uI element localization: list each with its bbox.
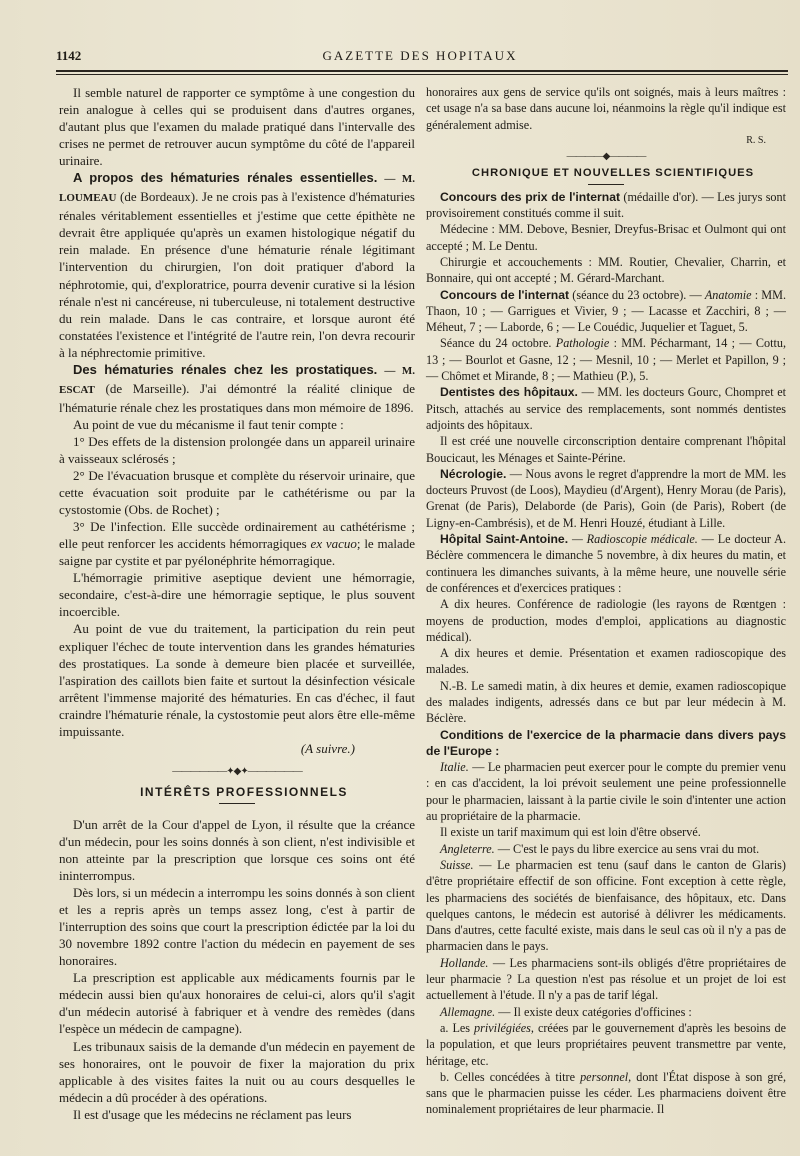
paragraph — [426, 1004, 786, 1020]
article-heading: Dentistes des hôpitaux. — [440, 385, 578, 400]
paragraph-text: : MM. Pécharmant, 14 ; — Cottu, 13 ; — Bourlot et Gasne, 12 ; — Mesnil, 10 ; — Merlet et Papillon, 9 ; — Chômet et Mirande, 8 ; — Mathieu (P.), 5. — [426, 336, 787, 384]
paragraph-text: b. Celles concédées à titre — [440, 1069, 575, 1084]
paragraph-text: : MM. Thaon, 10 ; — Garrigues et Vivier, 9 ; — Lacasse et Zacchiri, 8 ; — Méheut, 7 ; — Laborde, 6 ; — Le Couédic, Juquelier et Taguet, 5. — [426, 287, 787, 335]
suivre-text: (A suivre.) — [300, 740, 355, 756]
article-heading: Des hématuries rénales chez les prostatiques. — [73, 361, 378, 377]
paragraph-text: — Le pharmacien peut exercer pour le compte du premier venu : en cas d'accident, la loi prévoit seulement une peine professionnelle pour le pharmacien, laissant à la partie civile le soin d'intenter une action au propriétaire de la pharmacie. — [426, 760, 787, 824]
paragraph: Il existe un tarif maximum qui est loin d'être observé. — [440, 825, 701, 840]
paragraph — [426, 531, 786, 596]
paragraph-text: 3° De l'infection. Elle succède ordinairement au cathétérisme ; elle peut renforcer les accidents hémorragiques — [59, 519, 415, 552]
paragraph-text: ; le malade saigne par cystite et par pyélonéphrite hémorragique. — [59, 536, 416, 569]
author-name: — M. LOUMEAU — [59, 173, 416, 205]
paragraph: L'hémorragie primitive aseptique devient une hémorragie, secondaire, c'est-à-dire une hémorragie septique, le plus souvent incoercible. — [59, 570, 415, 620]
italic-text: personnel, — [580, 1069, 632, 1084]
italic-text: ex vacuo — [310, 536, 357, 552]
paragraph — [426, 955, 786, 1004]
paragraph — [426, 287, 786, 336]
italic-text: Anatomie — [704, 287, 752, 302]
article-heading: A propos des hématuries rénales essentielles. — [73, 170, 378, 186]
paragraph: La prescription est applicable aux médicaments fournis par le médecin aussi bien qu'aux honoraires de celui-ci, alors qu'il s'agit d'un médecin autorisé à fabriquer et à vendre des remèdes (dans l'espèce un médecin de campagne). — [59, 970, 415, 1037]
page-number: 1142 — [56, 48, 82, 63]
paragraph-text: dont l'État dispose à son gré, sans que le pharmacien puisse les céder. Les pharmaciens doivent être nominalement propriétaires de leur pharmacie. Il — [426, 1069, 787, 1117]
paragraph — [426, 189, 786, 222]
italic-text: privilégiées, — [474, 1020, 534, 1035]
paragraph-text: — C'est le pays du libre exercice au sens vrai du mot. — [497, 841, 760, 856]
paragraph-text: (de Marseille). J'ai démontré la réalité clinique de l'hématurie rénale chez les prostatiques dans mon mémoire de 1896. — [59, 380, 415, 415]
paragraph: Dès lors, si un médecin a interrompu les soins donnés à son client et les a repris après un temps assez long, c'est à partir de l'interruption des soins que court la prescription édictée par la loi du 30 novembre 1892 contre l'action du médecin en payement de ses honoraires. — [59, 885, 415, 969]
section-title: INTÉRÊTS PROFESSIONNELS — [140, 784, 348, 799]
paragraph: 1° Des effets de la distension prolongée dans un appareil urinaire à vaisseaux sclérosés ; — [59, 433, 415, 466]
paragraph — [426, 759, 786, 824]
paragraph: honoraires aux gens de service qu'ils ont soignés, mais à leurs maîtres : cet usage n'a sa base dans aucune loi, néanmoins la règle qu'il indique est généralement admise. — [426, 85, 786, 132]
paragraph — [59, 169, 415, 361]
journal-title: GAZETTE DES HOPITAUX — [322, 48, 518, 63]
paragraph-text: Séance du 24 octobre. — [440, 336, 552, 351]
paragraph-text: — Le docteur A. Béclère commencera le dimanche 5 novembre, à dix heures du matin, et continuera les dimanches suivants, à la même heure, une nouvelle série de conférences et d'exercices pratiques : — [426, 532, 787, 595]
paragraph: A dix heures. Conférence de radiologie (les rayons de Rœntgen : moyens de production, modes d'emploi, applications au diagnostic médical). — [426, 597, 786, 644]
ornament-divider: ――――――✦◆✦―――――― — [172, 765, 302, 777]
paragraph — [426, 1020, 786, 1069]
italic-text: Italie. — [440, 760, 469, 775]
paragraph — [59, 361, 415, 416]
paragraph — [426, 335, 786, 384]
paragraph — [426, 466, 786, 531]
paragraph: Au point de vue du traitement, la participation du rein peut expliquer l'échec de toute intervention dans les grandes hématuries des prostatiques. La sonde à demeure bien placée et surveillée, l'aspiration des caillots bien faite et surtout la désinfection vésicale arrêtent l'immense majorité des hématuries. En cas d'échec, il faut craindre l'hématurie rénale, la cystostomie peut alors être elle-même impuissante. — [59, 621, 415, 739]
header-rule — [56, 70, 788, 75]
paragraph-text: (médaille d'or). — Les jurys sont provisoirement constitués comme il suit. — [426, 189, 787, 221]
paragraph — [426, 727, 786, 760]
italic-text: Angleterre. — [440, 841, 495, 856]
paragraph-text: — Le pharmacien est tenu (sauf dans le canton de Glaris) d'être propriétaire effectif de son officine. Font exception à cette règle, les pharmaciens des sociétés de bienfaisance, des hôpitaux, etc. Dans quelques cantons, le médecin est autorisé à délivrer les médicaments. Dans d'autres, cette faculté existe, mais dans le seul cas où il n'y a pas de pharmacien dans le pays. — [426, 857, 786, 954]
paragraph-text: a. Les — [440, 1020, 471, 1035]
paragraph-text: — MM. les docteurs Gourc, Chompret et Pitsch, attachés au service des remplacements, sont nommés dentistes adjoints des hôpitaux. — [426, 385, 787, 432]
paragraph — [426, 1069, 786, 1118]
italic-text: Allemagne. — [440, 1004, 496, 1019]
italic-text: — Radioscopie médicale. — [571, 532, 698, 547]
paragraph — [426, 857, 786, 955]
paragraph-text: — Nous avons le regret d'apprendre la mort de MM. les docteurs Pruvost (de Loos), Maydieu (d'Argent), Henry Morau (de Paris), Grenat (de Paris), Delaborde (de Paris), Goin (de Paris), Robert (de Ligny-en-Cambrésis), et de M. Henri Houzé, étudiant à Lille. — [426, 466, 786, 530]
paragraph: Il semble naturel de rapporter ce symptôme à une congestion du rein analogue à celles qui se produisent dans d'autres organes, d'autant plus que l'examen du malade pratiqué dans l'intervalle des crises ne permet de retrouver aucun symptôme du côté de l'appareil urinaire. — [59, 85, 415, 169]
section-rule — [588, 184, 624, 185]
right-column — [426, 84, 786, 1118]
paragraph: Il est créé une nouvelle circonscription dentaire comprenant l'hôpital Boucicaut, les Ménages et Sainte-Périne. — [426, 434, 786, 465]
author-name: — M. ESCAT — [59, 364, 415, 396]
paragraph: Chirurgie et accouchements : MM. Routier, Chevalier, Charrin, et Bonnaire, qui ont accepté ; M. Gérard-Marchant. — [426, 254, 786, 286]
paragraph: 2° De l'évacuation brusque et complète du réservoir urinaire, que cette évacuation soit produite par le cathétérisme ou par la cystostomie (Obs. de Rochet) ; — [59, 468, 415, 518]
left-column — [59, 84, 415, 1123]
paragraph: A dix heures et demie. Présentation et examen radioscopique des malades. — [426, 646, 786, 677]
paragraph-text: (de Bordeaux). Je ne crois pas à l'existence d'hématuries rénales véritablement essentielles et j'estime que cette épithète ne devrait être appliquée qu'après un examen histologique négatif du rein malade. En présence d'une hématurie rénale légitimant l'intervention du chirurgien, l'on doit pratiquer d'abord la néphrotomie, qui, d'exploratrice, pourra devenir curative si la lésion rénale n'est ni cancéreuse, ni tuberculeuse, ni totalement destructive du rein malade. Dans le cas contraire, et lorsque auront été constatées l'existence et l'intégrité de l'autre rein, l'on devra recourir à la néphrectomie primitive. — [59, 189, 415, 360]
section-title: CHRONIQUE ET NOUVELLES SCIENTIFIQUES — [471, 167, 755, 180]
paragraph — [426, 384, 786, 433]
paragraph: Au point de vue du mécanisme il faut tenir compte : — [73, 416, 344, 432]
paragraph — [59, 518, 415, 569]
to-be-continued — [59, 740, 415, 757]
paragraph-text: créées par le gouvernement d'après les besoins de la population, et que leurs propriétaires peuvent transmettre par vente, héritage, etc. — [426, 1020, 787, 1068]
article-heading: Concours des prix de l'internat — [440, 189, 621, 204]
italic-text: Suisse. — [440, 857, 474, 872]
section-rule — [219, 803, 255, 804]
article-heading: Conditions de l'exercice de la pharmacie dans divers pays de l'Europe : — [426, 727, 786, 758]
paragraph: D'un arrêt de la Cour d'appel de Lyon, il résulte que la créance d'un médecin, pour les soins donnés à son client, n'est indivisible et non atteinte par la prescription que lorsque ces soins ont été ininterrompus. — [59, 816, 415, 884]
paragraph: Il est d'usage que les médecins ne réclament pas leurs — [73, 1106, 352, 1122]
article-heading: Concours de l'internat — [440, 287, 570, 302]
paragraph-text: — Il existe deux catégories d'officines : — [498, 1004, 692, 1019]
page-header — [56, 43, 784, 65]
italic-text: Hollande. — [440, 955, 489, 970]
signature: R. S. — [746, 134, 766, 146]
paragraph: Médecine : MM. Debove, Besnier, Dreyfus-Brisac et Oulmont qui ont accepté ; M. Le Dentu. — [426, 222, 786, 253]
paragraph — [426, 841, 786, 857]
ornament-divider: ――――◆―――― — [566, 151, 646, 163]
paragraph: N.-B. Le samedi matin, à dix heures et demie, examen radioscopique des malades indigents, adressés dans ce but par leur médecin à M. Béclère. — [426, 678, 786, 726]
paragraph-text: — Les pharmaciens sont-ils obligés d'être propriétaires de leur pharmacie ? La question n'est pas résolue et un projet de loi est actuellement à l'étude. Il n'y a pas de tarif légal. — [426, 955, 787, 1003]
paragraph: Les tribunaux saisis de la demande d'un médecin en payement de ses honoraires, ont le pouvoir de fixer la majoration du prix applicable à des visites faites la nuit ou au cours desquelles le médecin a dû procéder à des opérations. — [59, 1038, 415, 1105]
italic-text: Pathologie — [555, 336, 610, 351]
article-heading: Nécrologie. — [440, 466, 507, 481]
paragraph-text: (séance du 23 octobre). — — [572, 287, 702, 302]
article-heading: Hôpital Saint-Antoine. — [440, 532, 569, 547]
